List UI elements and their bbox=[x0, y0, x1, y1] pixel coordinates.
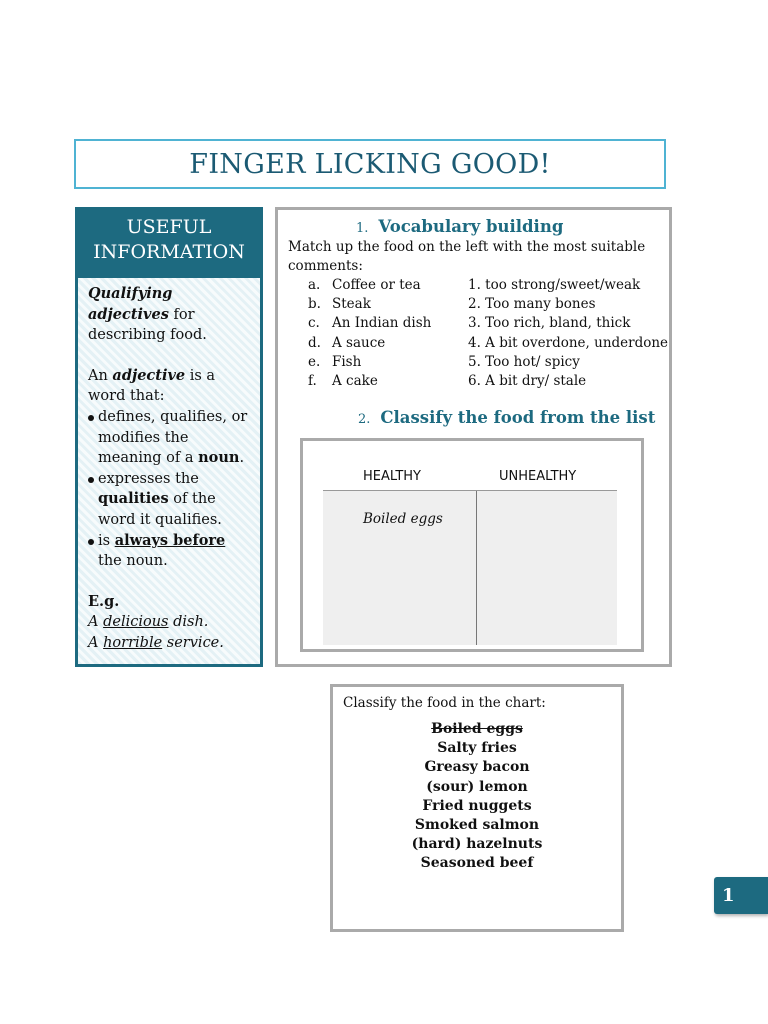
useful-information-panel bbox=[75, 207, 263, 667]
rule-item: defines, qualifies, or modifies the meaning of a noun. bbox=[88, 407, 250, 469]
exercises-panel bbox=[275, 207, 672, 667]
useful-information-body bbox=[78, 278, 260, 660]
food-item: Greasy bacon bbox=[424, 759, 530, 776]
example-1: A delicious dish. bbox=[88, 614, 209, 631]
qualifying-adjectives-intro: Qualifying adjectives for describing food. bbox=[88, 285, 207, 344]
section-1-instruction: Match up the food on the left with the most suitable comments: bbox=[288, 239, 646, 274]
example-2: A horrible service. bbox=[88, 634, 224, 651]
adjective-definition: An adjective is a word that: bbox=[88, 366, 216, 405]
food-item: Smoked salmon bbox=[414, 817, 540, 834]
list-item: 3. Too rich, bland, thick bbox=[468, 315, 631, 332]
column-header-unhealthy: UNHEALTHY bbox=[499, 469, 577, 484]
list-item: 6. A bit dry/ stale bbox=[468, 373, 587, 390]
food-item: Seasoned beef bbox=[420, 855, 534, 872]
rule-item: expresses the qualities of the word it qualifies. bbox=[88, 469, 250, 531]
list-item: e. Fish bbox=[308, 353, 362, 370]
useful-header-line-1: USEFUL bbox=[126, 216, 212, 238]
food-item: Salty fries bbox=[437, 740, 517, 757]
adjective-rules-list bbox=[88, 407, 250, 572]
list-item: 2. Too many bones bbox=[468, 296, 596, 313]
food-item: (hard) hazelnuts bbox=[411, 836, 543, 853]
healthy-cell-entry: Boiled eggs bbox=[363, 511, 443, 527]
classification-table bbox=[300, 438, 644, 652]
section-1-heading: 1. Vocabulary building bbox=[356, 217, 564, 236]
comments-list-right bbox=[468, 276, 668, 391]
list-item: b. Steak bbox=[308, 296, 371, 313]
list-item: 1. too strong/sweet/weak bbox=[468, 277, 641, 293]
useful-header-line-2: INFORMATION bbox=[93, 241, 245, 263]
list-item: 4. A bit overdone, underdone bbox=[468, 334, 669, 351]
column-header-healthy: HEALTHY bbox=[363, 469, 421, 484]
example-label: E.g. bbox=[88, 592, 120, 610]
classification-grid bbox=[323, 490, 617, 645]
list-item: c. An Indian dish bbox=[308, 315, 432, 332]
food-item: (sour) lemon bbox=[426, 778, 528, 795]
list-item: f. A cake bbox=[308, 373, 378, 390]
column-divider bbox=[476, 491, 477, 645]
list-item: d. A sauce bbox=[308, 334, 386, 351]
list-item: 5. Too hot/ spicy bbox=[468, 353, 580, 370]
food-list-box bbox=[330, 684, 624, 932]
food-list-intro: Classify the food in the chart: bbox=[343, 695, 546, 711]
food-list bbox=[333, 720, 621, 874]
food-item: Boiled eggs bbox=[431, 721, 523, 737]
food-item: Fried nuggets bbox=[422, 797, 532, 814]
food-list-left bbox=[308, 276, 431, 391]
page-number-tab: 1 bbox=[714, 877, 768, 914]
title-box bbox=[74, 139, 666, 189]
rule-item: is always before the noun. bbox=[88, 531, 250, 572]
list-item: a. Coffee or tea bbox=[308, 277, 421, 293]
useful-information-header bbox=[78, 210, 260, 278]
section-2-heading: 2. Classify the food from the list bbox=[358, 408, 656, 427]
page-title: FINGER LICKING GOOD! bbox=[189, 148, 551, 180]
